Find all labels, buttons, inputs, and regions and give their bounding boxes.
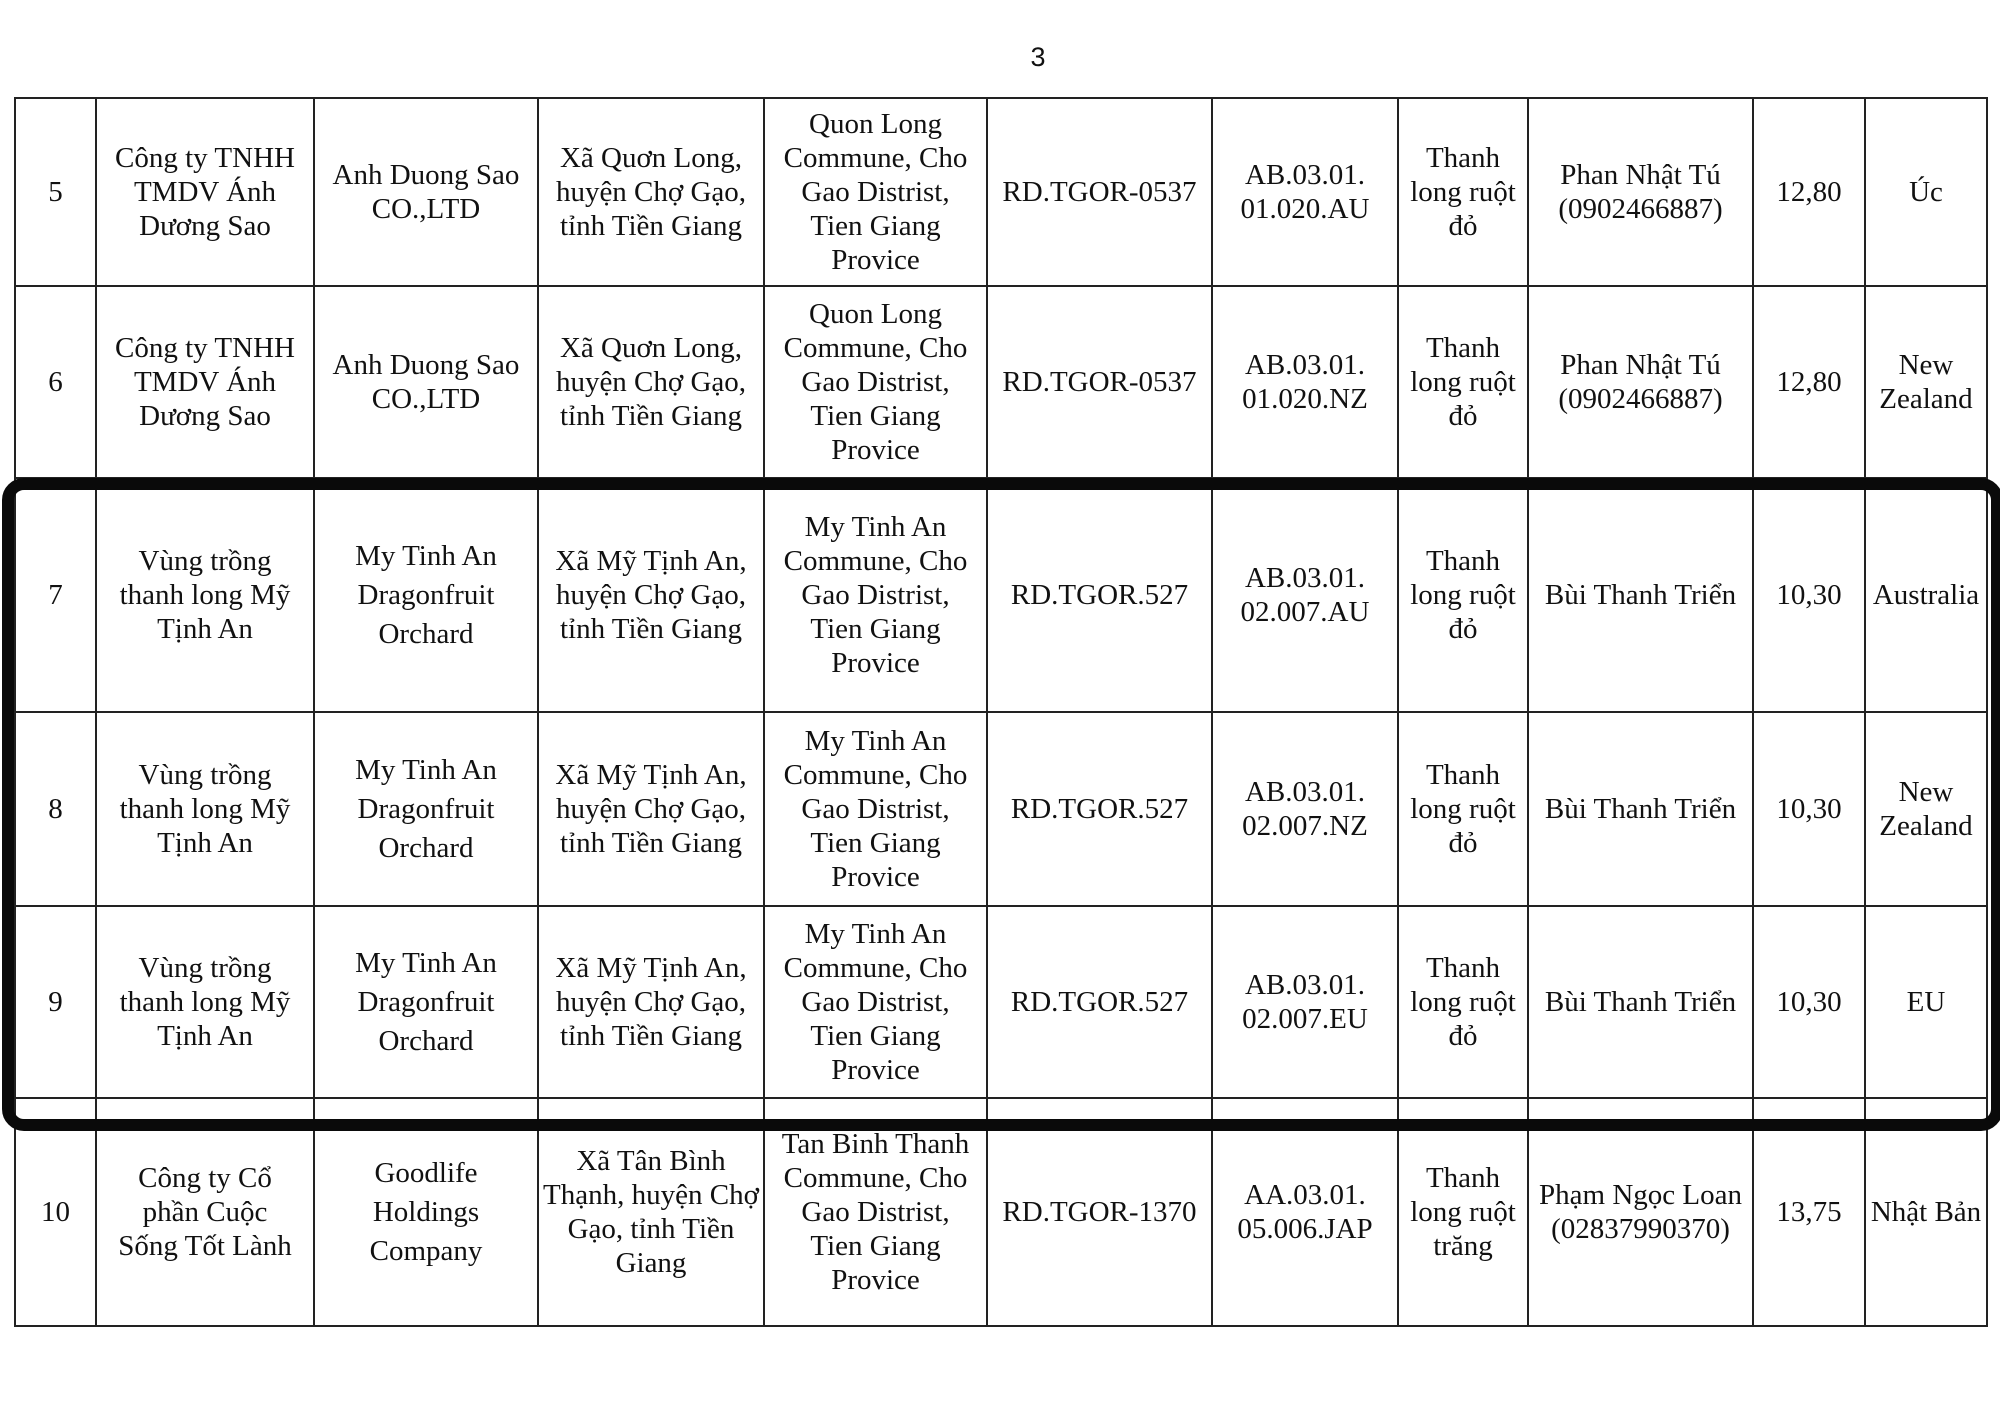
cell-ten-tieng-anh: My Tinh An Dragonfruit Orchard <box>314 906 538 1098</box>
cell-ma-so: RD.TGOR-0537 <box>987 286 1212 478</box>
cell-dia-chi-en: Quon Long Commune, Cho Gao Distrist, Tien Giang Provice <box>764 286 987 478</box>
cell-ma-vung: AB.03.01. 02.007.AU <box>1212 478 1398 712</box>
cell-ma-vung: AB.03.01. 02.007.EU <box>1212 906 1398 1098</box>
cell-thi-truong: Nhật Bản <box>1865 1098 1987 1326</box>
cell-san-pham: Thanh long ruột đỏ <box>1398 478 1528 712</box>
table-row <box>15 286 1987 478</box>
cell-ten-vung-trong: Công ty TNHH TMDV Ánh Dương Sao <box>96 98 314 286</box>
cell-san-pham: Thanh long ruột trăng <box>1398 1098 1528 1326</box>
cell-thi-truong: Úc <box>1865 98 1987 286</box>
cell-dia-chi: Xã Mỹ Tịnh An, huyện Chợ Gạo, tỉnh Tiền Giang <box>538 478 764 712</box>
cell-ten-tieng-anh: Anh Duong Sao CO.,LTD <box>314 98 538 286</box>
cell-ten-vung-trong: Vùng trồng thanh long Mỹ Tịnh An <box>96 478 314 712</box>
cell-stt: 10 <box>15 1098 96 1326</box>
cell-stt: 9 <box>15 906 96 1098</box>
cell-dia-chi-en: My Tinh An Commune, Cho Gao Distrist, Tien Giang Provice <box>764 906 987 1098</box>
cell-ma-vung: AB.03.01. 01.020.AU <box>1212 98 1398 286</box>
cell-ten-tieng-anh: My Tinh An Dragonfruit Orchard <box>314 712 538 906</box>
cell-dien-tich: 10,30 <box>1753 906 1865 1098</box>
cell-ma-so: RD.TGOR.527 <box>987 712 1212 906</box>
cell-dien-tich: 12,80 <box>1753 286 1865 478</box>
cell-dai-dien: Phan Nhật Tú (0902466887) <box>1528 286 1753 478</box>
cell-san-pham: Thanh long ruột đỏ <box>1398 712 1528 906</box>
cell-thi-truong: EU <box>1865 906 1987 1098</box>
cell-san-pham: Thanh long ruột đỏ <box>1398 98 1528 286</box>
table-row <box>15 906 1987 1098</box>
cell-stt: 8 <box>15 712 96 906</box>
cell-dien-tich: 13,75 <box>1753 1098 1865 1326</box>
cell-dia-chi-en: Quon Long Commune, Cho Gao Distrist, Tien Giang Provice <box>764 98 987 286</box>
cell-ma-vung: AB.03.01. 02.007.NZ <box>1212 712 1398 906</box>
cell-dia-chi: Xã Mỹ Tịnh An, huyện Chợ Gạo, tỉnh Tiền Giang <box>538 712 764 906</box>
cell-san-pham: Thanh long ruột đỏ <box>1398 906 1528 1098</box>
cell-ma-vung: AB.03.01. 01.020.NZ <box>1212 286 1398 478</box>
cell-ten-vung-trong: Vùng trồng thanh long Mỹ Tịnh An <box>96 712 314 906</box>
table-row <box>15 98 1987 286</box>
cell-dai-dien: Bùi Thanh Triển <box>1528 712 1753 906</box>
cell-san-pham: Thanh long ruột đỏ <box>1398 286 1528 478</box>
table-row <box>15 712 1987 906</box>
cell-ma-so: RD.TGOR.527 <box>987 478 1212 712</box>
cell-stt: 6 <box>15 286 96 478</box>
cell-ten-vung-trong: Công ty Cổ phần Cuộc Sống Tốt Lành <box>96 1098 314 1326</box>
cell-dia-chi: Xã Quơn Long, huyện Chợ Gạo, tỉnh Tiền Giang <box>538 98 764 286</box>
cell-dai-dien: Phạm Ngọc Loan (02837990370) <box>1528 1098 1753 1326</box>
cell-ten-tieng-anh: My Tinh An Dragonfruit Orchard <box>314 478 538 712</box>
cell-ma-vung: AA.03.01. 05.006.JAP <box>1212 1098 1398 1326</box>
cell-dien-tich: 12,80 <box>1753 98 1865 286</box>
cell-thi-truong: Australia <box>1865 478 1987 712</box>
cell-dia-chi: Xã Quơn Long, huyện Chợ Gạo, tỉnh Tiền Giang <box>538 286 764 478</box>
cell-ma-so: RD.TGOR.527 <box>987 906 1212 1098</box>
cell-thi-truong: New Zealand <box>1865 286 1987 478</box>
cell-dia-chi: Xã Mỹ Tịnh An, huyện Chợ Gạo, tỉnh Tiền Giang <box>538 906 764 1098</box>
cell-dia-chi-en: My Tinh An Commune, Cho Gao Distrist, Tien Giang Provice <box>764 478 987 712</box>
cell-dai-dien: Bùi Thanh Triển <box>1528 906 1753 1098</box>
cell-dia-chi-en: My Tinh An Commune, Cho Gao Distrist, Tien Giang Provice <box>764 712 987 906</box>
table-body <box>15 98 1987 1326</box>
cell-dia-chi-en: Tan Binh Thanh Commune, Cho Gao Distrist, Tien Giang Provice <box>764 1098 987 1326</box>
cell-ten-vung-trong: Công ty TNHH TMDV Ánh Dương Sao <box>96 286 314 478</box>
cell-ma-so: RD.TGOR-0537 <box>987 98 1212 286</box>
table-row <box>15 1098 1987 1326</box>
cell-dien-tich: 10,30 <box>1753 712 1865 906</box>
cell-ten-tieng-anh: Anh Duong Sao CO.,LTD <box>314 286 538 478</box>
cell-ten-tieng-anh: Goodlife Holdings Company <box>314 1098 538 1326</box>
cell-dien-tich: 10,30 <box>1753 478 1865 712</box>
data-table <box>14 97 1988 1327</box>
cell-stt: 5 <box>15 98 96 286</box>
cell-dai-dien: Bùi Thanh Triển <box>1528 478 1753 712</box>
cell-thi-truong: New Zealand <box>1865 712 1987 906</box>
cell-ma-so: RD.TGOR-1370 <box>987 1098 1212 1326</box>
cell-stt: 7 <box>15 478 96 712</box>
page-number: 3 <box>1030 42 1046 72</box>
table-row <box>15 478 1987 712</box>
cell-dai-dien: Phan Nhật Tú (0902466887) <box>1528 98 1753 286</box>
cell-dia-chi: Xã Tân Bình Thạnh, huyện Chợ Gạo, tỉnh Tiền Giang <box>538 1098 764 1326</box>
cell-ten-vung-trong: Vùng trồng thanh long Mỹ Tịnh An <box>96 906 314 1098</box>
